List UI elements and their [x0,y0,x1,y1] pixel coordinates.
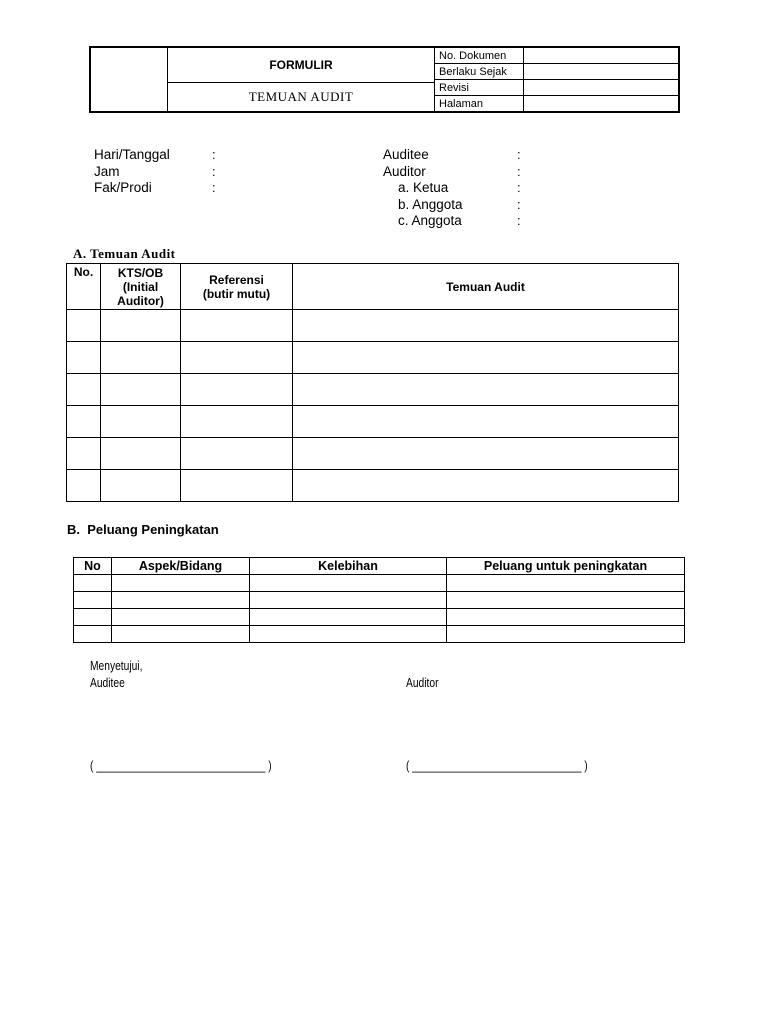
cell[interactable] [101,406,181,438]
document-meta-table [435,48,678,111]
cell[interactable] [101,470,181,502]
table-row [67,342,679,374]
cell[interactable] [293,438,679,470]
col-header-referensi [181,264,293,310]
cell[interactable] [181,342,293,374]
colon: : [212,180,216,195]
auditor-signature-line: ( ______________________________ ) [406,758,588,773]
meta-label: Revisi [435,80,524,96]
cell[interactable] [74,575,112,592]
info-label-auditor: Auditor [383,163,426,179]
col-header-aspek: Aspek/Bidang [112,558,250,575]
info-label-time: Jam [94,163,120,179]
cell[interactable] [112,575,250,592]
meta-label: Berlaku Sejak [435,64,524,80]
table-header-row [67,264,679,310]
meta-label: Halaman [435,96,524,112]
colon: : [517,213,521,228]
info-right-colons [517,147,521,230]
table-row [67,374,679,406]
cell[interactable] [293,374,679,406]
cell[interactable] [447,609,685,626]
cell[interactable] [67,470,101,502]
colon: : [517,180,521,195]
colon: : [212,147,216,162]
cell[interactable] [250,609,447,626]
cell[interactable] [67,342,101,374]
table-row [67,438,679,470]
approval-label: Menyetujui, [90,659,143,673]
col-header-kelebihan: Kelebihan [250,558,447,575]
document-header [89,46,680,113]
table-row [67,406,679,438]
info-left-colons [212,147,216,197]
col-header-no: No. [67,264,101,310]
cell[interactable] [293,470,679,502]
cell[interactable] [112,626,250,643]
cell[interactable] [101,342,181,374]
cell[interactable] [101,438,181,470]
ref-line: (butir mutu) [202,286,271,301]
cell[interactable] [293,342,679,374]
cell[interactable] [250,592,447,609]
cell[interactable] [447,575,685,592]
cell[interactable] [181,470,293,502]
meta-row [435,64,678,80]
col-header-peluang: Peluang untuk peningkatan [447,558,685,575]
table-row [74,609,685,626]
cell[interactable] [181,406,293,438]
colon: : [517,147,521,162]
cell[interactable] [67,374,101,406]
auditee-signature-label: Auditee [90,676,125,690]
cell[interactable] [74,592,112,609]
improvement-table [73,557,685,643]
form-label: FORMULIR [168,48,435,83]
table-row [74,626,685,643]
cell[interactable] [112,609,250,626]
cell[interactable] [67,310,101,342]
meta-row [435,80,678,96]
cell[interactable] [112,592,250,609]
table-row [67,470,679,502]
table-row [67,310,679,342]
info-label-auditee: Auditee [383,147,429,162]
cell[interactable] [293,406,679,438]
ref-line: Referensi [209,272,264,287]
cell[interactable] [293,310,679,342]
col-header-temuan: Temuan Audit [293,264,679,310]
cell[interactable] [250,575,447,592]
meta-value [524,48,679,64]
cell[interactable] [101,374,181,406]
colon: : [517,163,521,179]
section-a-title: A. Temuan Audit [73,246,176,261]
cell[interactable] [74,609,112,626]
cell[interactable] [181,310,293,342]
col-header-no: No [74,558,112,575]
info-label-anggota-b: b. Anggota [398,196,463,212]
cell[interactable] [250,626,447,643]
info-right-labels [383,147,463,230]
cell[interactable] [67,406,101,438]
info-label-faculty: Fak/Prodi [94,180,152,195]
meta-row [435,96,678,112]
meta-value [524,96,679,112]
meta-row [435,48,678,64]
auditor-signature-label: Auditor [406,676,439,690]
info-label-date: Hari/Tanggal [94,147,170,162]
meta-label: No. Dokumen [435,48,524,64]
info-left-labels [94,147,170,197]
cell[interactable] [74,626,112,643]
col-header-kts [101,264,181,310]
section-b-title: B. Peluang Peningkatan [67,522,219,537]
table-header-row [74,558,685,575]
colon: : [517,196,521,212]
kts-line: KTS/OB [117,265,164,280]
info-label-anggota-c: c. Anggota [398,213,462,228]
cell[interactable] [101,310,181,342]
auditee-signature-line: ( ______________________________ ) [90,758,272,773]
table-row [74,592,685,609]
table-row [74,575,685,592]
cell[interactable] [447,592,685,609]
meta-value [524,64,679,80]
cell[interactable] [181,374,293,406]
meta-value [524,80,679,96]
cell[interactable] [447,626,685,643]
kts-line: Auditor) [117,293,164,308]
audit-findings-table [66,263,679,502]
findings-body [67,310,679,502]
cell[interactable] [67,438,101,470]
info-label-ketua: a. Ketua [398,180,449,195]
form-title: TEMUAN AUDIT [168,83,435,111]
logo-area [91,48,168,111]
colon: : [212,163,216,179]
cell[interactable] [181,438,293,470]
improvement-body [74,575,685,643]
kts-line: (Initial [122,279,159,294]
